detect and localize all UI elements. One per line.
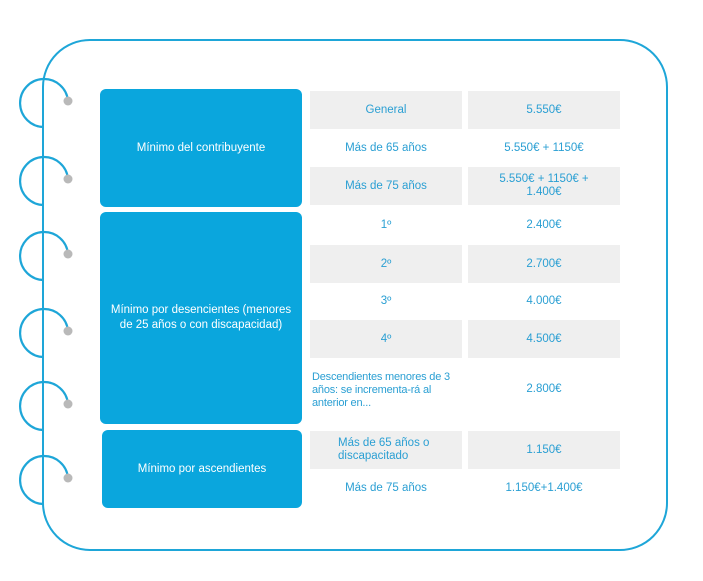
binding-hole-1 [64,97,73,106]
spiral-ring-2 [20,157,68,205]
spiral-ring-6 [20,456,68,504]
row-value: 4.500€ [468,320,620,358]
category-label: Mínimo por ascendientes [137,462,267,475]
row-label: 4º [310,320,462,358]
row-value: 1.150€ [468,431,620,469]
row-label: General [310,91,462,129]
category-ascendientes [102,430,302,508]
category-contribuyente [100,89,302,207]
row-value: 5.550€ [468,91,620,129]
row-label: Más de 75 años [345,481,427,494]
row-label: 3º [380,294,392,307]
row-value: 1.150€+1.400€ [505,481,583,494]
category-descendientes [100,212,302,424]
row-label: Más de 65 años o discapacitado [310,431,462,469]
row-label: Más de 75 años [310,167,462,205]
row-value: 2.700€ [468,245,620,283]
spiral-ring-4 [20,309,68,357]
spiral-ring-5 [20,382,68,430]
row-value: 5.550€ + 1150€ + 1.400€ [468,167,620,205]
binding-hole-6 [64,474,73,483]
row-label: 1º [380,218,392,231]
row-value: 2.400€ [526,218,562,231]
binding-hole-4 [64,327,73,336]
row-label: Más de 65 años [345,141,427,154]
binding-hole-3 [64,250,73,259]
spiral-ring-1 [20,79,68,127]
binding-hole-2 [64,175,73,184]
binding-hole-5 [64,400,73,409]
category-label: Mínimo por desencientes (menores de 25 años o con discapacidad) [110,304,292,331]
spiral-ring-3 [20,232,68,280]
row-value: 4.000€ [526,294,562,307]
row-label: 2º [310,245,462,283]
row-value: 2.800€ [526,382,562,395]
row-value: 5.550€ + 1150€ [504,141,584,154]
row-label: Descendientes menores de 3 años: se incrementa-rá al anterior en... [312,370,450,409]
category-label: Mínimo del contribuyente [136,141,266,154]
